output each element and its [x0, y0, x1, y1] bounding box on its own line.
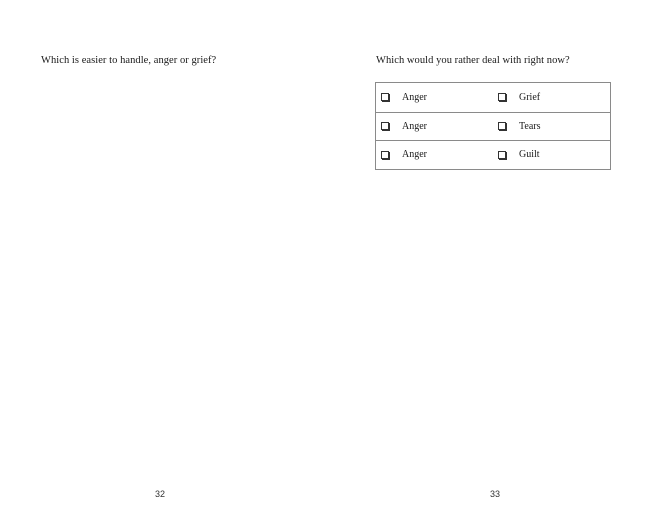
checkbox-icon[interactable]	[498, 93, 506, 101]
choice-label: Tears	[519, 120, 541, 132]
left-page-number: 32	[155, 489, 166, 499]
choice-option[interactable]	[493, 92, 610, 103]
checkbox-icon[interactable]	[381, 151, 389, 159]
right-question: Which would you rather deal with right now?	[376, 55, 570, 66]
choice-option[interactable]	[493, 121, 610, 132]
choice-label: Anger	[402, 91, 427, 103]
left-page	[0, 0, 326, 522]
choice-label: Anger	[402, 120, 427, 132]
checkbox-icon[interactable]	[381, 93, 389, 101]
right-page	[326, 0, 653, 522]
right-page-number: 33	[490, 489, 501, 499]
choice-option[interactable]	[376, 149, 493, 160]
choice-row	[376, 140, 610, 169]
choice-option[interactable]	[376, 121, 493, 132]
choice-option[interactable]	[493, 149, 610, 160]
left-question: Which is easier to handle, anger or grief?	[41, 55, 217, 66]
choice-table	[375, 82, 611, 170]
checkbox-icon[interactable]	[498, 122, 506, 130]
checkbox-icon[interactable]	[498, 151, 506, 159]
choice-row	[376, 112, 610, 141]
checkbox-icon[interactable]	[381, 122, 389, 130]
choice-option[interactable]	[376, 92, 493, 103]
choice-row	[376, 83, 610, 112]
choice-label: Anger	[402, 149, 427, 161]
choice-label: Grief	[519, 91, 541, 103]
choice-label: Guilt	[519, 149, 540, 161]
